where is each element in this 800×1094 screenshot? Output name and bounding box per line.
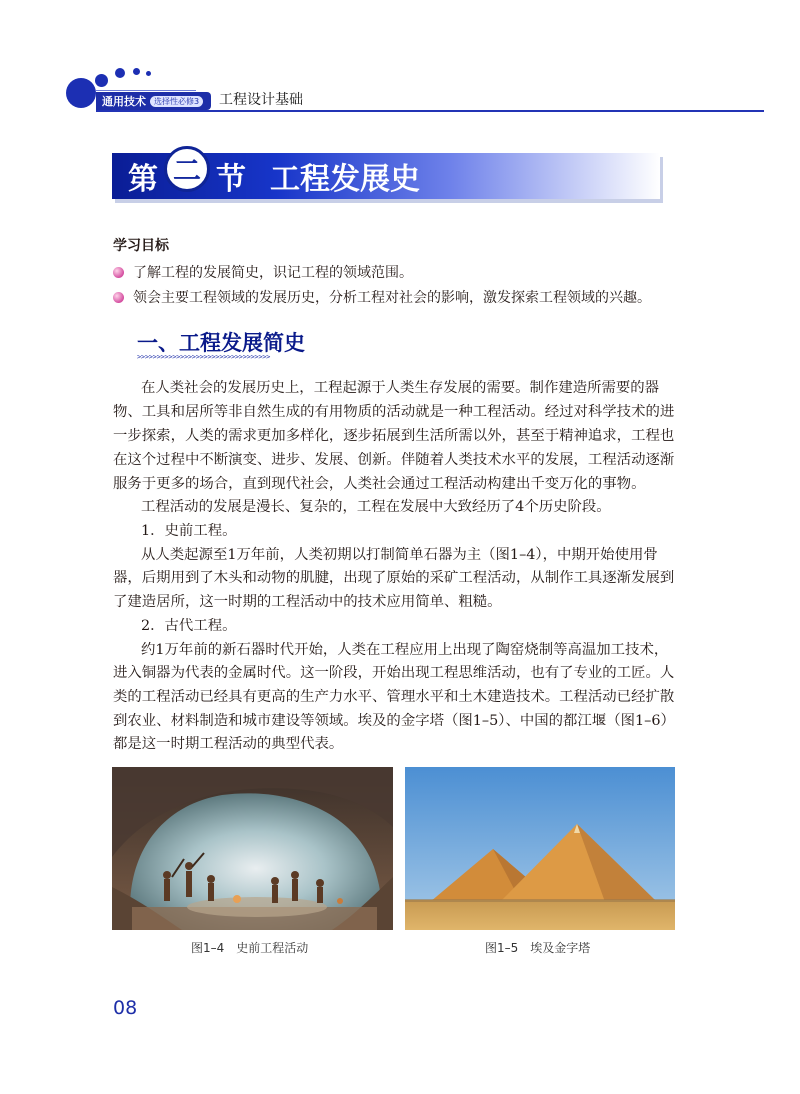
figure-caption: 图1–4 史前工程活动 (191, 941, 309, 955)
cave-scene-image (112, 767, 393, 930)
section-banner (112, 153, 660, 199)
body-line: 约1万年前的新石器时代开始，人类在工程应用上出现了陶窑烧制等高温加工技术， (141, 642, 669, 658)
header-dot-medium (95, 74, 108, 87)
header-thin-rule (96, 90, 196, 91)
header-book-title: 工程设计基础 (219, 92, 303, 108)
header-series: 通用技术 (102, 95, 146, 108)
objective-item (113, 287, 651, 307)
subsection-heading: 一、工程发展简史 (137, 331, 305, 355)
objectives-heading: 学习目标 (113, 238, 169, 254)
header-rule (96, 110, 764, 112)
header-dot-small (115, 68, 125, 78)
figure-prehistoric-engineering (112, 767, 393, 930)
body-line: 物、工具和居所等非自然生成的有用物质的活动就是一种工程活动。经过对科学技术的进 (113, 404, 675, 420)
header-module-badge: 选择性必修3 (150, 96, 203, 107)
body-line: 都是这一时期工程活动的典型代表。 (113, 736, 344, 752)
body-line: 一步探索，人类的需求更加多样化，逐步拓展到生活所需以外，甚至于精神追求，工程也 (113, 428, 675, 444)
pyramids-image (405, 767, 675, 930)
header-dot-smallest (146, 71, 151, 76)
bullet-icon (113, 267, 124, 278)
header-dot-large (66, 78, 96, 108)
objective-text: 领会主要工程领域的发展历史，分析工程对社会的影响，激发探索工程领域的兴趣。 (133, 290, 651, 306)
bullet-icon (113, 292, 124, 303)
body-line: 1．史前工程。 (141, 523, 237, 539)
banner-suffix: 节 (216, 162, 246, 197)
body-line: 了建造居所，这一时期的工程活动中的技术应用简单、粗糙。 (113, 594, 502, 610)
figure-caption: 图1–5 埃及金字塔 (485, 941, 591, 955)
header-dot-smaller (133, 68, 140, 75)
header-series-bar (96, 92, 211, 110)
page-number: 08 (113, 997, 138, 1019)
figure-egypt-pyramids (405, 767, 675, 930)
body-line: 在人类社会的发展历史上，工程起源于人类生存发展的需要。制作建造所需要的器 (141, 380, 660, 396)
objective-item (113, 262, 413, 282)
body-line: 在这个过程中不断演变、进步、发展、创新。伴随着人类技术水平的发展，工程活动逐渐 (113, 452, 675, 468)
body-line: 到农业、材料制造和城市建设等领域。埃及的金字塔（图1–5）、中国的都江堰（图1–6） (113, 713, 675, 729)
subsection-arrow-rule: >>>>>>>>>>>>>>>>>>>>>>>>>>>>>>>>>> (137, 353, 271, 361)
objective-text: 了解工程的发展简史，识记工程的领域范围。 (133, 265, 413, 281)
body-line: 2．古代工程。 (141, 618, 237, 634)
banner-prefix: 第 (128, 162, 158, 197)
section-title: 工程发展史 (270, 162, 420, 197)
body-line: 进入铜器为代表的金属时代。这一阶段，开始出现工程思维活动，也有了专业的工匠。人 (113, 665, 675, 681)
body-line: 服务于更多的场合，直到现代社会，人类社会通过工程活动构建出千变万化的事物。 (113, 476, 646, 492)
body-line: 从人类起源至1万年前，人类初期以打制简单石器为主（图1–4），中期开始使用骨 (141, 547, 658, 563)
body-line: 工程活动的发展是漫长、复杂的，工程在发展中大致经历了4个历史阶段。 (141, 499, 611, 515)
banner-number: 二 (164, 146, 210, 192)
body-line: 类的工程活动已经具有更高的生产力水平、管理水平和土木建造技术。工程活动已经扩散 (113, 689, 675, 705)
body-line: 器，后期用到了木头和动物的肌腱，出现了原始的采矿工程活动，从制作工具逐渐发展到 (113, 570, 675, 586)
